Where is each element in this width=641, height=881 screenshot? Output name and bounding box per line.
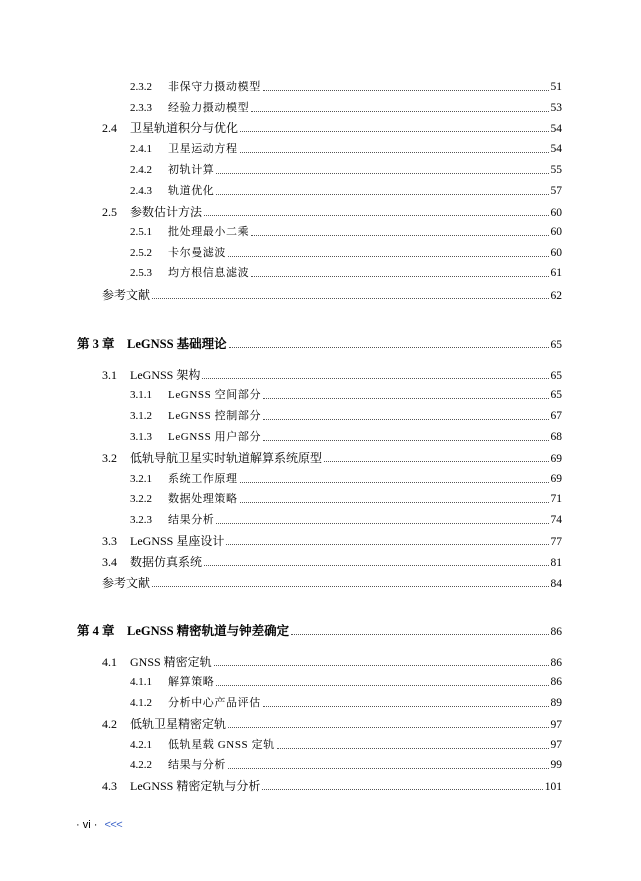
toc-entry-page: 53 <box>550 102 562 114</box>
toc-entry-title: 初轨计算 <box>168 164 215 176</box>
toc-entry-title: 参考文献 <box>102 576 151 590</box>
toc-entry[interactable] <box>102 286 562 304</box>
toc-entry-page: 65 <box>550 339 562 351</box>
toc-entry-title: 批处理最小二乘 <box>168 226 250 238</box>
toc-entry-title: LeGNSS 精密定轨与分析 <box>130 779 261 793</box>
dot-leader <box>263 440 548 441</box>
toc-entry-number: 4.1.2 <box>130 697 152 709</box>
toc-entry[interactable] <box>130 244 562 262</box>
toc-entry[interactable] <box>102 203 562 221</box>
toc-entry-number: 4.2 <box>102 717 117 731</box>
toc-entry-number: 4.2.1 <box>130 739 152 751</box>
toc-entry[interactable] <box>102 574 562 592</box>
toc-entry-number: 4.1 <box>102 655 117 669</box>
toc-entry-number: 2.4.3 <box>130 185 152 197</box>
toc-entry-page: 97 <box>550 739 562 751</box>
page-footer <box>76 819 122 831</box>
toc-entry[interactable] <box>130 736 562 754</box>
toc-entry-title: 第 4 章 LeGNSS 精密轨道与钟差确定 <box>77 624 290 638</box>
toc-entry[interactable] <box>130 78 562 96</box>
toc-entry-page: 62 <box>550 290 562 302</box>
toc-entry-number: 3.1.1 <box>130 389 152 401</box>
toc-entry-number: 3.1 <box>102 368 117 382</box>
toc-entry-title: 卫星运动方程 <box>168 143 238 155</box>
toc-entry-title: GNSS 精密定轨 <box>130 655 212 669</box>
toc-entry-title: 解算策略 <box>168 676 215 688</box>
toc-entry-page: 81 <box>550 557 562 569</box>
dot-leader <box>263 706 549 707</box>
toc-entry[interactable] <box>130 182 562 200</box>
toc-entry-title: 卫星轨道积分与优化 <box>130 121 239 135</box>
toc-entry[interactable] <box>130 407 562 425</box>
toc-entry-page: 69 <box>550 473 562 485</box>
dot-leader <box>240 131 548 132</box>
toc-entry-number: 2.5.2 <box>130 247 152 259</box>
dot-leader <box>229 347 549 348</box>
toc-entry-title: LeGNSS 架构 <box>130 368 201 382</box>
toc-entry[interactable] <box>130 511 562 529</box>
toc-entry-title: 非保守力摄动模型 <box>168 81 261 93</box>
toc-entry-title: 第 3 章 LeGNSS 基础理论 <box>77 337 227 351</box>
dot-leader <box>263 398 548 399</box>
dot-leader <box>226 544 548 545</box>
toc-entry-page: 86 <box>550 676 562 688</box>
toc-entry[interactable] <box>102 366 562 384</box>
toc-entry-number: 2.3.3 <box>130 102 152 114</box>
toc-entry[interactable] <box>130 490 562 508</box>
dot-leader <box>262 789 542 790</box>
toc-entry-title: 结果与分析 <box>168 759 226 771</box>
toc-entry-title: 系统工作原理 <box>168 473 238 485</box>
toc-entry-number: 3.1.3 <box>130 431 152 443</box>
toc-entry-page: 99 <box>550 759 562 771</box>
dot-leader <box>228 256 549 257</box>
toc-entry-page: 57 <box>550 185 562 197</box>
toc-entry-number: 3.2.3 <box>130 514 152 526</box>
toc-entry-title: 结果分析 <box>168 514 215 526</box>
toc-entry-page: 86 <box>550 626 562 638</box>
toc-entry-number: 2.4 <box>102 121 117 135</box>
toc-entry-number: 2.5 <box>102 205 117 219</box>
toc-entry-number: 2.5.3 <box>130 267 152 279</box>
toc-entry-page: 77 <box>550 536 562 548</box>
toc-entry-number: 3.3 <box>102 534 117 548</box>
toc-entry-number: 2.4.2 <box>130 164 152 176</box>
toc-entry-title: 低轨卫星精密定轨 <box>130 717 227 731</box>
dot-leader <box>152 298 548 299</box>
toc-entry[interactable] <box>102 532 562 550</box>
toc-entry[interactable] <box>130 756 562 774</box>
dot-leader <box>251 276 548 277</box>
toc-entry-page: 97 <box>550 719 562 731</box>
dot-leader <box>202 378 548 379</box>
dot-leader <box>214 665 549 666</box>
page-number: · vi · <box>76 819 98 831</box>
dot-leader <box>228 727 548 728</box>
toc-entry-page: 60 <box>550 247 562 259</box>
toc-entry-page: 74 <box>550 514 562 526</box>
toc-entry[interactable] <box>130 140 562 158</box>
dot-leader <box>240 502 549 503</box>
toc-entry-title: 参数估计方法 <box>130 205 203 219</box>
toc-entry[interactable] <box>102 449 562 467</box>
toc-entry-title: LeGNSS 空间部分 <box>168 389 262 401</box>
toc-entry-title: 低轨星载 GNSS 定轨 <box>168 739 275 751</box>
toc-entry-page: 89 <box>550 697 562 709</box>
toc-entry-number: 3.2.2 <box>130 493 152 505</box>
toc-entry-page: 55 <box>550 164 562 176</box>
dot-leader <box>263 90 549 91</box>
toc-entry-number: 3.1.2 <box>130 410 152 422</box>
toc-entry-title: 卡尔曼滤波 <box>168 247 226 259</box>
toc-entry[interactable] <box>130 223 562 241</box>
toc-entry-title: LeGNSS 星座设计 <box>130 534 225 548</box>
back-link[interactable]: <<< <box>104 819 123 831</box>
dot-leader <box>324 461 548 462</box>
toc-entry-page: 71 <box>550 493 562 505</box>
toc-entry-title: 经验力摄动模型 <box>168 102 250 114</box>
toc-entry-page: 54 <box>550 143 562 155</box>
toc-chapter[interactable] <box>77 335 562 353</box>
toc-entry-page: 60 <box>550 207 562 219</box>
toc-entry-title: 分析中心产品评估 <box>168 697 261 709</box>
toc-chapter[interactable] <box>77 622 562 640</box>
toc-entry-page: 67 <box>550 410 562 422</box>
toc-entry[interactable] <box>130 428 562 446</box>
toc-entry-number: 4.1.1 <box>130 676 152 688</box>
dot-leader <box>216 685 548 686</box>
toc-entry-title: 数据处理策略 <box>168 493 238 505</box>
toc-entry-title: 轨道优化 <box>168 185 215 197</box>
toc-entry[interactable] <box>130 161 562 179</box>
toc-entry-title: 低轨导航卫星实时轨道解算系统原型 <box>130 451 323 465</box>
toc-entry[interactable] <box>130 694 562 712</box>
toc-entry-title: 均方根信息滤波 <box>168 267 250 279</box>
toc-entry-number: 2.4.1 <box>130 143 152 155</box>
toc-entry-page: 69 <box>550 453 562 465</box>
toc-entry-page: 86 <box>550 657 562 669</box>
toc-entry-number: 2.5.1 <box>130 226 152 238</box>
dot-leader <box>228 768 549 769</box>
dot-leader <box>216 194 548 195</box>
toc-entry-number: 3.2 <box>102 451 117 465</box>
toc-entry[interactable] <box>102 553 562 571</box>
toc-entry[interactable] <box>130 264 562 282</box>
toc-entry-title: 数据仿真系统 <box>130 555 203 569</box>
toc-entry-page: 84 <box>550 578 562 590</box>
toc-entry-page: 54 <box>550 123 562 135</box>
toc-entry-page: 65 <box>550 370 562 382</box>
toc-entry-number: 3.4 <box>102 555 117 569</box>
toc-entry-page: 101 <box>544 781 562 793</box>
toc-entry[interactable] <box>102 777 562 795</box>
toc-entry[interactable] <box>130 99 562 117</box>
dot-leader <box>204 215 548 216</box>
toc-entry-number: 3.2.1 <box>130 473 152 485</box>
toc-entry-title: LeGNSS 控制部分 <box>168 410 262 422</box>
toc-entry-page: 60 <box>550 226 562 238</box>
dot-leader <box>216 173 548 174</box>
dot-leader <box>277 748 549 749</box>
toc-entry-page: 68 <box>550 431 562 443</box>
dot-leader <box>251 111 548 112</box>
toc-entry-number: 4.3 <box>102 779 117 793</box>
dot-leader <box>240 152 549 153</box>
toc-entry-page: 65 <box>550 389 562 401</box>
toc-entry-title: LeGNSS 用户部分 <box>168 431 262 443</box>
toc-entry-page: 61 <box>550 267 562 279</box>
dot-leader <box>152 586 548 587</box>
toc-entry[interactable] <box>102 119 562 137</box>
toc-entry[interactable] <box>102 715 562 733</box>
toc-entry-number: 2.3.2 <box>130 81 152 93</box>
dot-leader <box>251 235 548 236</box>
toc-entry-number: 4.2.2 <box>130 759 152 771</box>
toc-entry[interactable] <box>130 386 562 404</box>
toc-entry[interactable] <box>130 470 562 488</box>
toc-entry-page: 51 <box>550 81 562 93</box>
dot-leader <box>263 419 548 420</box>
dot-leader <box>240 482 549 483</box>
dot-leader <box>216 523 548 524</box>
dot-leader <box>291 634 548 635</box>
dot-leader <box>204 565 548 566</box>
toc-entry[interactable] <box>102 653 562 671</box>
toc-entry-title: 参考文献 <box>102 288 151 302</box>
toc-entry[interactable] <box>130 673 562 691</box>
